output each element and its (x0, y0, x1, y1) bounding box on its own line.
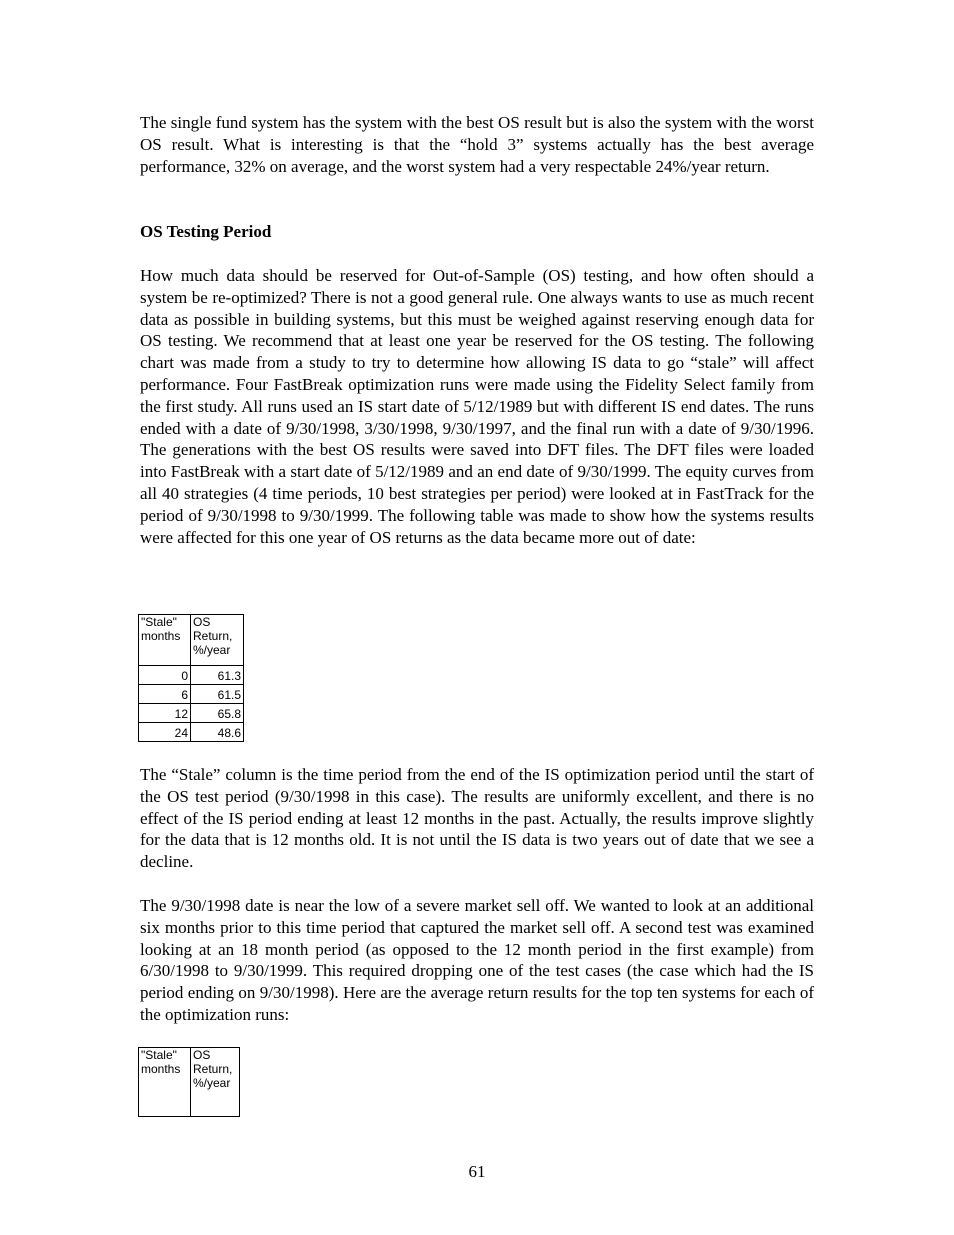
header-os-return: OS Return, %/year (191, 1048, 240, 1117)
table-row (139, 685, 244, 704)
header-stale-months: "Stale" months (139, 1048, 191, 1117)
header-stale-months: "Stale" months (139, 615, 191, 666)
cell-stale-months: 6 (139, 685, 191, 704)
section-heading-os-testing-period: OS Testing Period (140, 222, 272, 241)
stale-months-table-1 (138, 614, 244, 742)
cell-stale-months: 24 (139, 723, 191, 742)
table-row (139, 723, 244, 742)
cell-stale-months: 0 (139, 666, 191, 685)
stale-months-table-2 (138, 1047, 240, 1117)
cell-os-return: 65.8 (191, 704, 244, 723)
paragraph-os-data-reservation: How much data should be reserved for Out-of-Sample (OS) testing, and how often should a system be re-optimized? There is not a good general rule. One always wants to use as much recent data as possible in building systems, but this must be weighed against reserving enough data for OS testing. We recommend that at least one year be reserved for the OS testing. The following chart was made from a study to try to determine how allowing IS data to go “stale” will affect performance. Four FastBreak optimization runs were made using the Fidelity Select family from the first study. All runs used an IS start date of 5/12/1989 but with different IS end dates. The runs ended with a date of 9/30/1998, 3/30/1998, 9/30/1997, and the final run with a date of 9/30/1996. The generations with the best OS results were saved into DFT files. The DFT files were loaded into FastBreak with a start date of 5/12/1989 and an end date of 9/30/1999. The equity curves from all 40 strategies (4 time periods, 10 best strategies per period) were looked at in FastTrack for the period of 9/30/1998 to 9/30/1999. The following table was made to show how the systems results were affected for this one year of OS returns as the data became more out of date: (140, 266, 814, 547)
cell-stale-months: 12 (139, 704, 191, 723)
paragraph-stale-column-explanation: The “Stale” column is the time period from the end of the IS optimization period until the start of the OS test period (9/30/1998 in this case). The results are uniformly excellent, and there is no effect of the IS period ending at least 12 months in the past. Actually, the results improve slightly for the data that is 12 months old. It is not until the IS data is two years out of date that we see a decline. (140, 765, 814, 872)
page-number: 61 (468, 1162, 486, 1181)
cell-os-return: 48.6 (191, 723, 244, 742)
paragraph-market-selloff-test: The 9/30/1998 date is near the low of a severe market sell off. We wanted to look at an additional six months prior to this time period that captured the market sell off. A second test was examined looking at an 18 month period (as opposed to the 12 month period in the first example) from 6/30/1998 to 9/30/1999. This required dropping one of the test cases (the case which had the IS period ending on 9/30/1998). Here are the average return results for the top ten systems for each of the optimization runs: (140, 896, 814, 1024)
header-os-return: OS Return, %/year (191, 615, 244, 666)
cell-os-return: 61.5 (191, 685, 244, 704)
cell-os-return: 61.3 (191, 666, 244, 685)
table-header-row (139, 1048, 240, 1117)
paragraph-single-fund-summary: The single fund system has the system with the best OS result but is also the system with the worst OS result. What is interesting is that the “hold 3” systems actually has the best average performance, 32% on average, and the worst system had a very respectable 24%/year return. (140, 113, 814, 176)
table-row (139, 704, 244, 723)
table-header-row (139, 615, 244, 666)
table-row (139, 666, 244, 685)
